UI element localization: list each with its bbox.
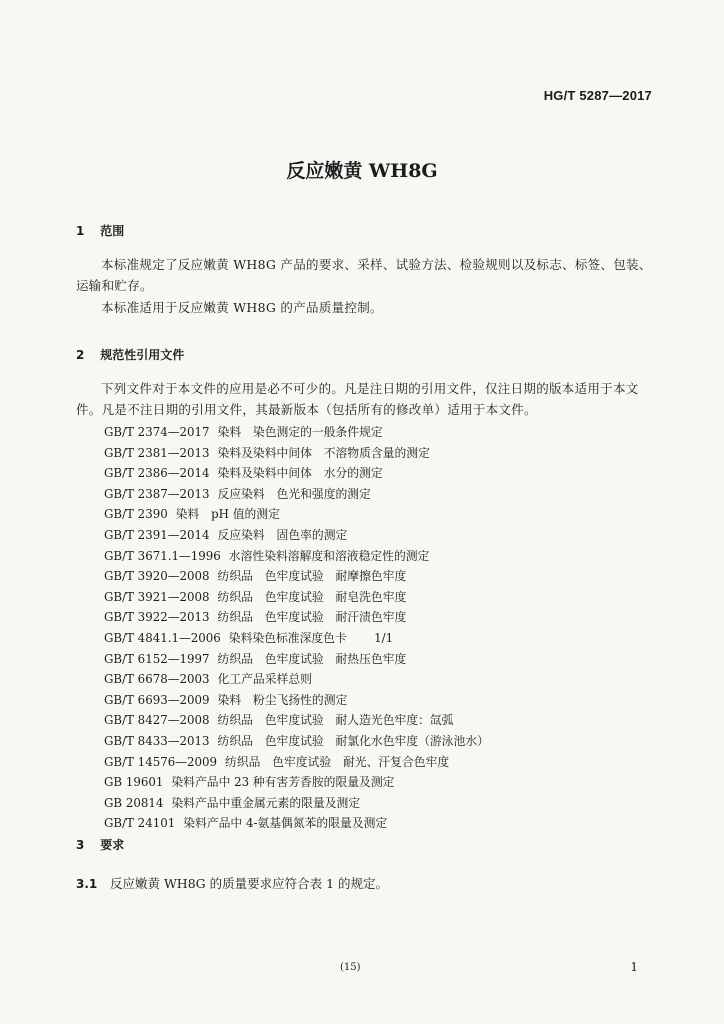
reference-code: GB/T 2381—2013	[104, 445, 210, 460]
section-3-heading	[76, 836, 124, 853]
reference-code: GB 19601	[104, 775, 164, 790]
reference-item	[104, 772, 489, 793]
reference-item	[104, 463, 489, 484]
reference-code: GB/T 3920—2008	[104, 569, 210, 584]
reference-code: GB/T 14576—2009	[104, 754, 218, 769]
reference-item	[104, 793, 489, 814]
reference-code: GB/T 8433—2013	[104, 733, 210, 748]
scope-paragraph-1: 本标准规定了反应嫩黄 WH8G 产品的要求、采样、试验方法、检验规则以及标志、标签、包装、运输和贮存。	[76, 257, 652, 293]
reference-title: 染料 粉尘飞扬性的测定	[217, 692, 348, 707]
reference-code: GB/T 2391—2014	[104, 527, 210, 542]
reference-item	[104, 587, 489, 608]
reference-title: 染料产品中 4-氨基偶氮苯的限量及测定	[183, 816, 388, 831]
reference-item	[104, 607, 489, 628]
reference-item	[104, 628, 489, 649]
reference-item	[104, 690, 489, 711]
reference-title: 纺织品 色牢度试验 耐摩擦色牢度	[217, 569, 407, 584]
reference-code: GB/T 2387—2013	[104, 486, 210, 501]
reference-item	[104, 546, 489, 567]
reference-code: GB/T 8427—2008	[104, 713, 210, 728]
reference-title: 纺织品 色牢度试验 耐氯化水色牢度（游泳池水）	[217, 733, 489, 748]
standard-code: HG/T 5287—2017	[543, 88, 652, 103]
reference-item	[104, 484, 489, 505]
scope-paragraph-2: 本标准适用于反应嫩黄 WH8G 的产品质量控制。	[101, 300, 383, 315]
reference-title: 染料产品中 23 种有害芳香胺的限量及测定	[171, 775, 395, 790]
reference-code: GB/T 2390	[104, 507, 168, 522]
reference-code: GB/T 24101	[104, 816, 176, 831]
reference-title: 染料 染色测定的一般条件规定	[217, 425, 383, 439]
reference-item	[104, 649, 489, 670]
reference-title: 化工产品采样总则	[217, 672, 312, 687]
reference-item	[104, 566, 489, 587]
reference-code: GB/T 2386—2014	[104, 466, 210, 481]
reference-item	[104, 504, 489, 525]
reference-title: 纺织品 色牢度试验 耐光、汗复合色牢度	[225, 754, 450, 769]
section-title: 规范性引用文件	[100, 348, 185, 362]
reference-title: 染料及染料中间体 水分的测定	[217, 466, 383, 481]
reference-title: 纺织品 色牢度试验 耐汗渍色牢度	[217, 610, 407, 625]
footer-page-index: (15)	[340, 962, 361, 973]
section-1-heading	[76, 222, 124, 239]
reference-item	[104, 525, 489, 546]
reference-code: GB/T 3921—2008	[104, 589, 210, 604]
subsection-number: 3.1	[76, 877, 98, 891]
reference-code: GB/T 6693—2009	[104, 692, 210, 707]
reference-code: GB 20814	[104, 795, 164, 810]
section-title: 范围	[100, 224, 125, 238]
reference-item	[104, 669, 489, 690]
reference-title: 反应染料 固色率的测定	[217, 527, 348, 542]
reference-title: 纺织品 色牢度试验 耐皂洗色牢度	[217, 589, 407, 604]
reference-code: GB/T 3671.1—1996	[104, 548, 221, 563]
reference-item	[104, 813, 489, 834]
reference-title: 染料及染料中间体 不溶物质含量的测定	[217, 445, 430, 460]
reference-item	[104, 422, 489, 443]
reference-title: 染料染色标准深度色卡 1/1	[228, 630, 394, 645]
section-number: 3	[76, 838, 85, 852]
page-number: 1	[630, 960, 638, 974]
section-title: 要求	[100, 838, 125, 852]
reference-title: 反应染料 色光和强度的测定	[217, 486, 371, 501]
reference-list	[104, 422, 489, 834]
reference-title: 染料产品中重金属元素的限量及测定	[171, 795, 361, 810]
subsection-text: 反应嫩黄 WH8G 的质量要求应符合表 1 的规定。	[109, 876, 389, 891]
reference-item	[104, 443, 489, 464]
reference-title: 水溶性染料溶解度和溶液稳定性的测定	[228, 548, 430, 563]
reference-title: 纺织品 色牢度试验 耐人造光色牢度：氙弧	[217, 713, 454, 728]
reference-code: GB/T 4841.1—2006	[104, 630, 221, 645]
subsection-3-1	[76, 874, 388, 892]
reference-code: GB/T 2374—2017	[104, 425, 210, 439]
section-number: 2	[76, 348, 85, 362]
reference-item	[104, 752, 489, 773]
document-title: 反应嫩黄 WH8G	[286, 160, 438, 182]
references-intro-paragraph: 下列文件对于本文件的应用是必不可少的。凡是注日期的引用文件，仅注日期的版本适用于本文件。凡是不注日期的引用文件，其最新版本（包括所有的修改单）适用于本文件。	[76, 381, 639, 417]
reference-item	[104, 731, 489, 752]
reference-code: GB/T 6678—2003	[104, 672, 210, 687]
section-2-heading	[76, 346, 184, 363]
section-number: 1	[76, 224, 85, 238]
reference-title: 染料 pH 值的测定	[175, 507, 280, 522]
reference-item	[104, 710, 489, 731]
reference-code: GB/T 3922—2013	[104, 610, 210, 625]
reference-code: GB/T 6152—1997	[104, 651, 210, 666]
reference-title: 纺织品 色牢度试验 耐热压色牢度	[217, 651, 407, 666]
